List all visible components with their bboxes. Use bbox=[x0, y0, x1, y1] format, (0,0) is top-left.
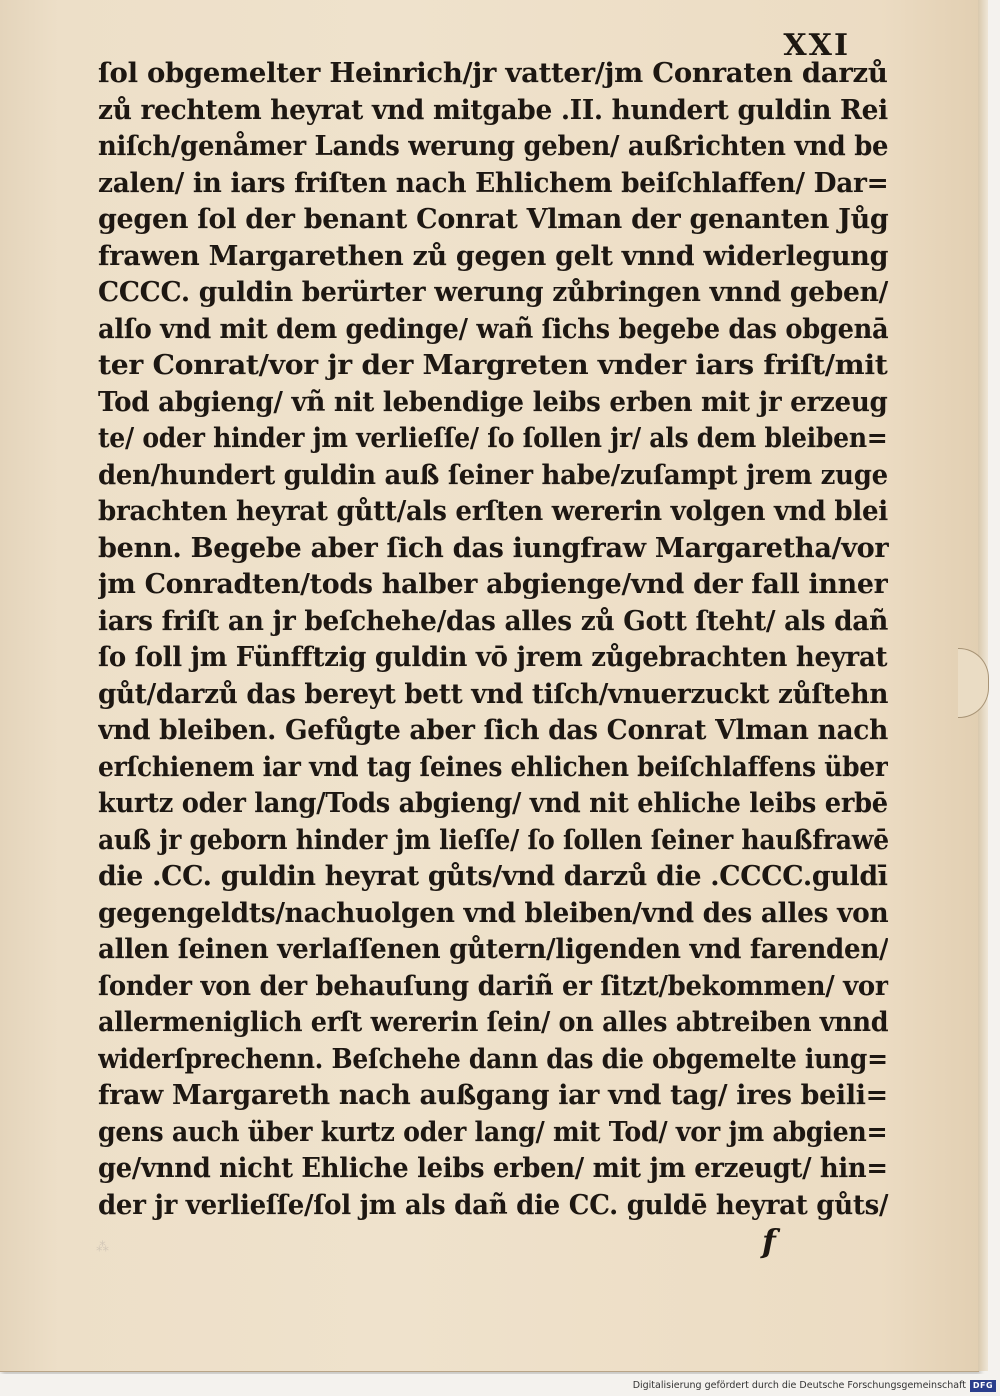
text-line: der jr verlieſſe/ſol jm als dañ die CC. guldē heyrat gůts/ bbox=[98, 1189, 889, 1221]
text-line: brachten heyrat gůtt/als erſten wererin volgen vnd blei bbox=[98, 496, 888, 527]
text-line: jm Conradten/tods halber abgienge/vnd der fall inner bbox=[98, 569, 888, 600]
text-line: iars friſt an jr beſchehe/das alles zů Gott ſteht/ als dañ bbox=[98, 605, 889, 637]
text-line: gegen ſol der benant Conrat Vlman der genanten Jůg bbox=[98, 204, 889, 235]
text-line: te/ oder hinder jm verlieſſe/ ſo ſollen jr/ als dem bleiben= bbox=[98, 423, 888, 454]
text-line: ter Conrat/vor jr der Margreten vnder iars friſt/mit bbox=[98, 350, 888, 381]
text-line: alſo vnd mit dem gedinge/ wañ ſichs begebe das obgenā bbox=[98, 313, 889, 345]
text-line: fraw Margareth nach außgang iar vnd tag/ ires beili= bbox=[98, 1080, 888, 1111]
text-line: ſo ſoll jm Fünfftzig guldin vō jrem zůgebrachten heyrat bbox=[98, 642, 888, 673]
text-line: den/hundert guldin auß ſeiner habe/zuſampt jrem zuge bbox=[98, 459, 888, 491]
text-line: gůt/darzů das bereyt bett vnd tiſch/vnuerzuckt zůſtehn bbox=[98, 678, 889, 710]
funding-credit: Digitalisierung gefördert durch die Deutsche Forschungsgemeinschaft bbox=[632, 1380, 966, 1391]
dfg-logo-icon: DFG bbox=[970, 1380, 996, 1392]
catchword: f bbox=[762, 1222, 776, 1260]
text-line: allermeniglich erſt wererin ſein/ on alles abtreiben vnnd bbox=[98, 1007, 889, 1038]
text-line: auß jr geborn hinder jm lieſſe/ ſo ſollen ſeiner haußfrawē bbox=[98, 824, 889, 856]
text-line: CCCC. guldin berürter werung zůbringen vnnd geben/ bbox=[98, 277, 889, 308]
text-line: niſch/genåmer Lands werung geben/ außrichten vnd be bbox=[98, 131, 889, 162]
text-line: allen ſeinen verlaſſenen gůtern/ligenden vnd farenden/ bbox=[98, 934, 888, 965]
text-line: gens auch über kurtz oder lang/ mit Tod/ vor jm abgien= bbox=[98, 1116, 888, 1148]
folio-number: XXI bbox=[783, 28, 850, 63]
text-line: ſonder von der behauſung dariñ er ſitzt/bekommen/ vor bbox=[98, 970, 889, 1002]
text-line: die .CC. guldin heyrat gůts/vnd darzů die .CCCC.guldī bbox=[98, 861, 888, 892]
text-line: erſchienem iar vnd tag ſeines ehlichen beiſchlaffens über bbox=[98, 751, 888, 783]
text-line: zů rechtem heyrat vnd mitgabe .II. hundert guldin Rei bbox=[98, 94, 888, 126]
text-line: gegengeldts/nachuolgen vnd bleiben/vnd des alles von bbox=[98, 897, 889, 929]
text-line: benn. Begebe aber ſich das iungfraw Margaretha/vor bbox=[98, 532, 889, 564]
text-line: ſol obgemelter Heinrich/jr vatter/jm Conraten darzů bbox=[98, 58, 888, 89]
text-line: Tod abgieng/ vñ nit lebendige leibs erben mit jr erzeug bbox=[98, 386, 888, 418]
text-line: vnd bleiben. Gefůgte aber ſich das Conrat Vlman nach bbox=[98, 715, 888, 746]
text-line: kurtz oder lang/Tods abgieng/ vnd nit ehliche leibs erbē bbox=[98, 788, 888, 819]
text-block bbox=[98, 56, 908, 1224]
text-line: widerſprechenn. Beſchehe dann das die obgemelte iung= bbox=[98, 1043, 888, 1075]
library-stamp: ⁂ bbox=[96, 1240, 109, 1255]
text-line: ge/vnnd nicht Ehliche leibs erben/ mit jm erzeugt/ hin= bbox=[98, 1153, 888, 1184]
text-line: frawen Margarethen zů gegen gelt vnnd widerlegung bbox=[98, 240, 889, 272]
footer-bar bbox=[0, 1374, 1000, 1396]
text-line: zalen/ in iars friſten nach Ehlichem beiſchlaffen/ Dar= bbox=[98, 167, 889, 199]
